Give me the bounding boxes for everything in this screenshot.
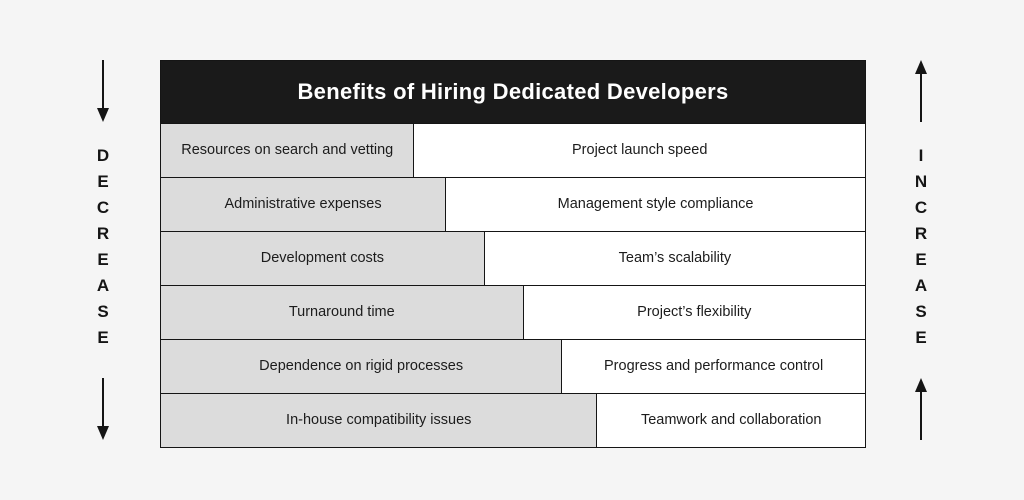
increase-label: INCREASE — [911, 146, 931, 354]
table-row — [161, 339, 865, 393]
decrease-cell: Turnaround time — [161, 286, 524, 339]
decrease-cell: Dependence on rigid processes — [161, 340, 562, 393]
chart-title: Benefits of Hiring Dedicated Developers — [161, 61, 865, 123]
arrow-up-icon — [913, 60, 929, 122]
decrease-label: DECREASE — [93, 146, 113, 354]
increase-cell: Management style compliance — [446, 178, 865, 231]
increase-cell: Teamwork and collaboration — [597, 394, 865, 447]
benefits-chart — [160, 60, 866, 448]
table-row — [161, 123, 865, 177]
decrease-cell: Resources on search and vetting — [161, 124, 414, 177]
decrease-cell: Development costs — [161, 232, 485, 285]
chart-rows — [161, 123, 865, 447]
decrease-cell: Administrative expenses — [161, 178, 446, 231]
table-row — [161, 231, 865, 285]
arrow-down-icon — [95, 378, 111, 440]
arrow-up-icon — [913, 378, 929, 440]
arrow-down-icon — [95, 60, 111, 122]
decrease-cell: In-house compatibility issues — [161, 394, 597, 447]
increase-axis — [886, 60, 956, 440]
decrease-axis — [68, 60, 138, 440]
table-row — [161, 285, 865, 339]
increase-cell: Team’s scalability — [485, 232, 865, 285]
increase-cell: Project launch speed — [414, 124, 865, 177]
table-row — [161, 393, 865, 447]
increase-cell: Progress and performance control — [562, 340, 865, 393]
increase-cell: Project’s flexibility — [524, 286, 865, 339]
table-row — [161, 177, 865, 231]
